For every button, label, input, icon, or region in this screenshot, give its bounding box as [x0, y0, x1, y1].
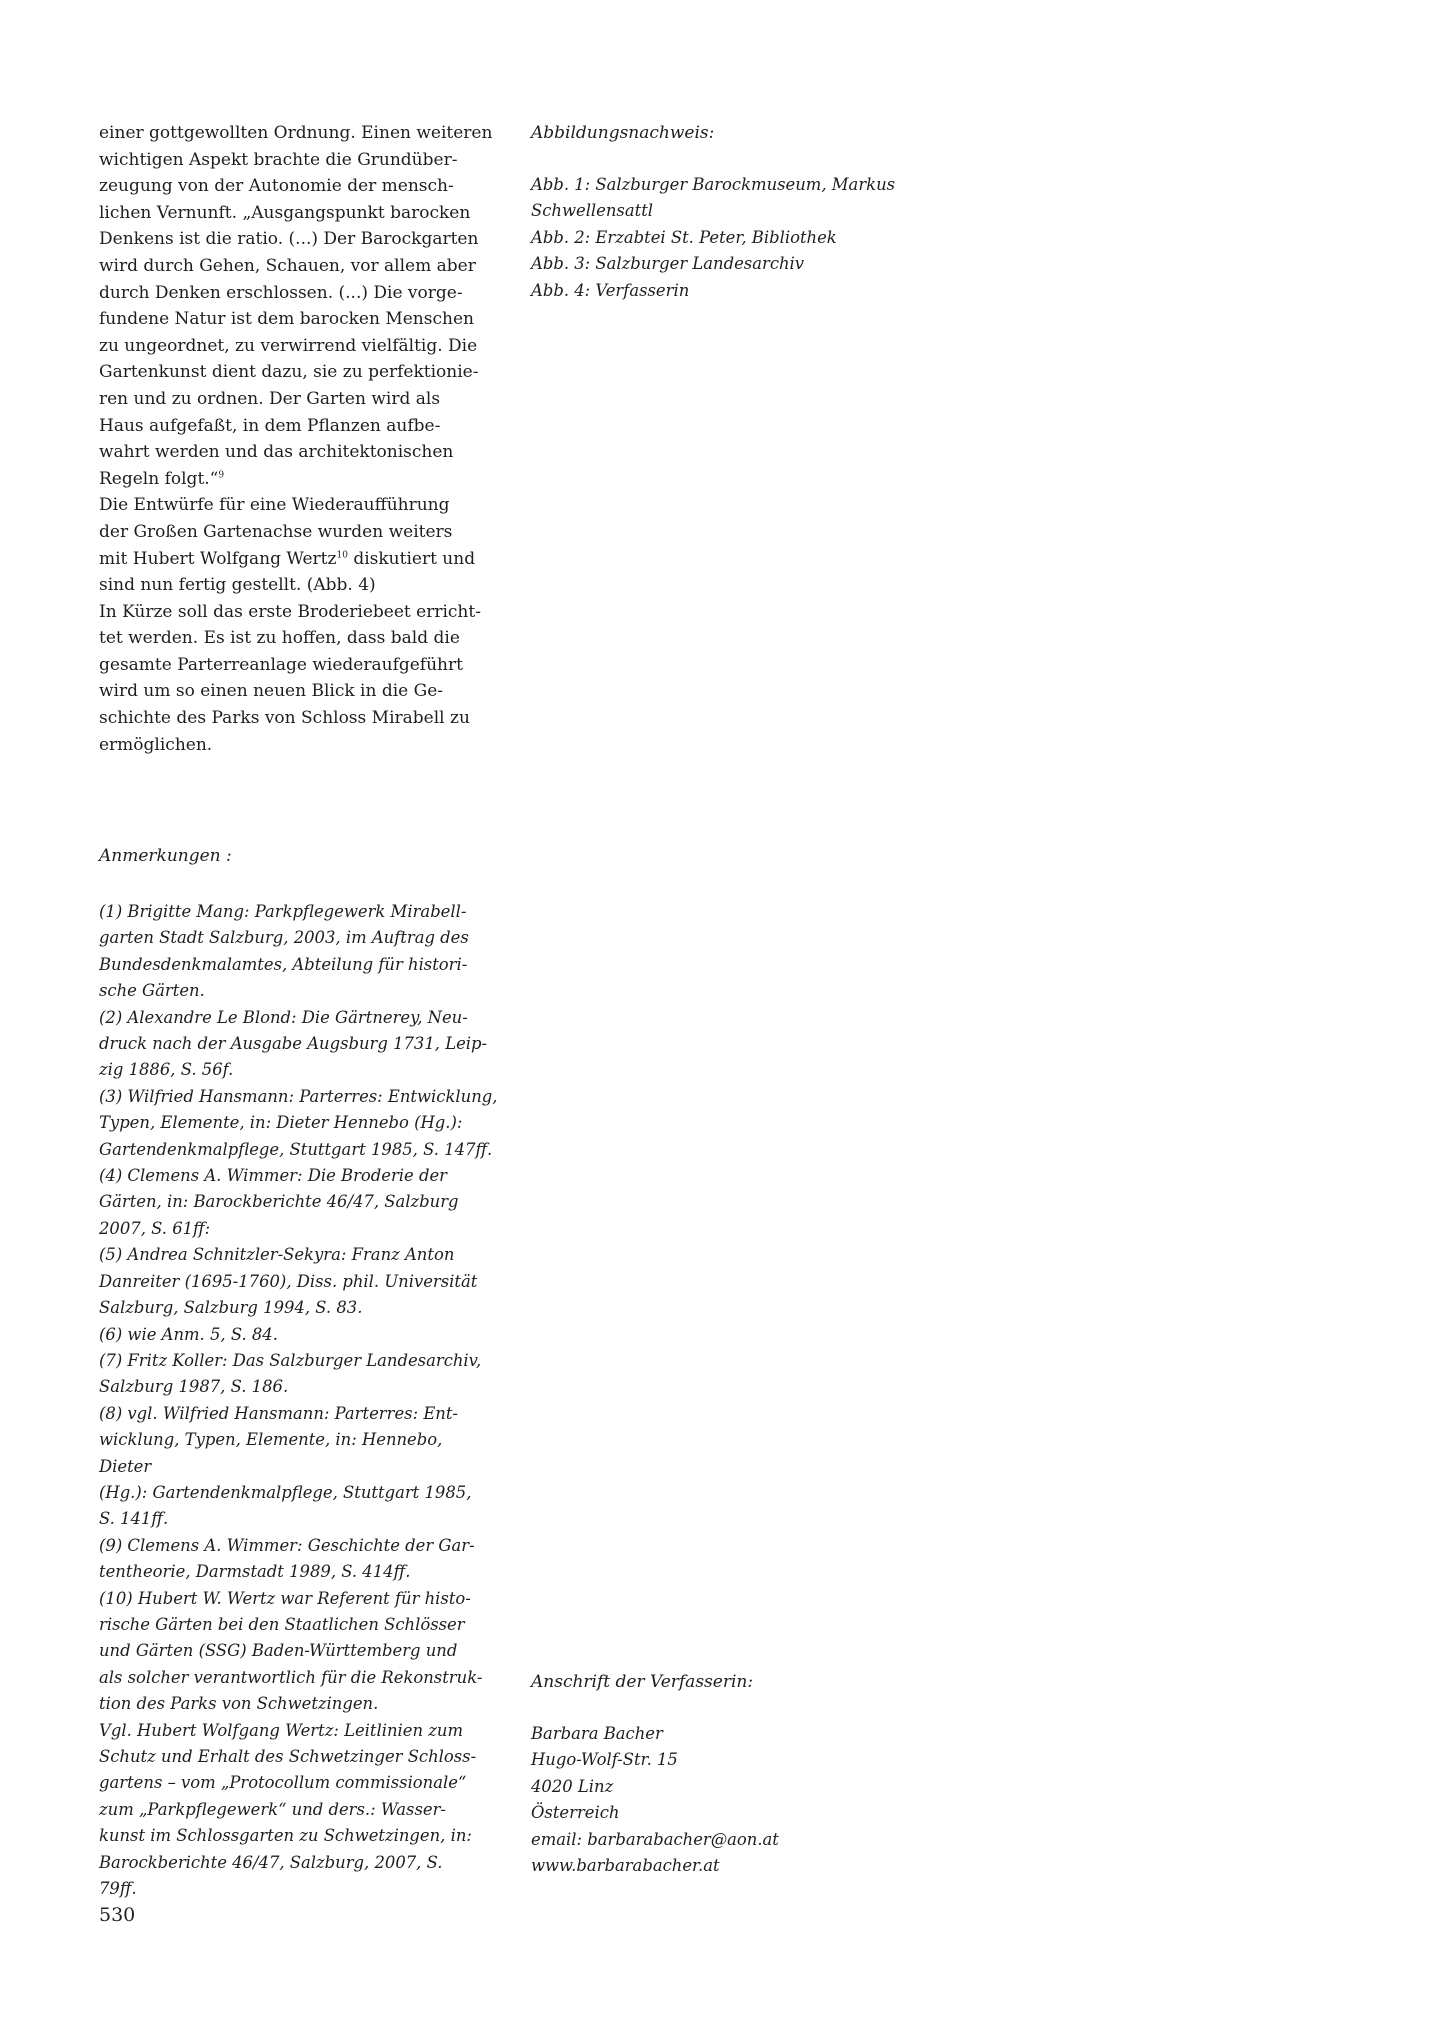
text-line: der Großen Gartenachse wurden weiters — [99, 521, 453, 542]
note-line: als solcher verantwortlich für die Rekonstruk- — [99, 1667, 483, 1687]
note-line: (1) Brigitte Mang: Parkpflegewerk Mirabell- — [99, 902, 467, 921]
text-line: wichtigen Aspekt brachte die Grundüber- — [99, 149, 458, 170]
note-line: 79ff. — [99, 1879, 137, 1899]
note-line: Typen, Elemente, in: Dieter Hennebo (Hg.): — [99, 1113, 463, 1133]
list-item: Abb. 3: Salzburger Landesarchiv — [531, 254, 805, 274]
author-address-heading: Anschrift der Verfasserin: — [531, 1672, 754, 1692]
note-line: kunst im Schlossgarten zu Schwetzingen, in: — [99, 1826, 472, 1846]
note-line: und Gärten (SSG) Baden-Württemberg und — [99, 1641, 458, 1661]
note-line: tentheorie, Darmstadt 1989, S. 414ff. — [99, 1562, 411, 1582]
text-line: diskutiert und — [347, 548, 476, 569]
note-line: (9) Clemens A. Wimmer: Geschichte der Gar- — [99, 1535, 475, 1555]
notes-list — [99, 899, 499, 1902]
text-line: wird durch Gehen, Schauen, vor allem aber — [99, 255, 476, 276]
image-credits — [531, 120, 941, 304]
note-line: Bundesdenkmalamtes, Abteilung für histori- — [99, 954, 468, 974]
note-line: druck nach der Ausgabe Augsburg 1731, Leip- — [99, 1034, 488, 1054]
note-line: Salzburg 1987, S. 186. — [99, 1377, 289, 1397]
text-line: Denkens ist die ratio. (...) Der Barockgarten — [99, 229, 479, 250]
note-line: S. 141ff. — [99, 1509, 169, 1529]
address-country: Österreich — [531, 1803, 620, 1823]
text-line: ermöglichen. — [99, 734, 213, 755]
note-line: gartens – vom „Protocollum commissionale“ — [99, 1773, 467, 1793]
list-item: Schwellensattl — [531, 201, 654, 221]
main-paragraph-2 — [99, 492, 499, 598]
text-line: zu ungeordnet, zu verwirrend vielfältig. Die — [99, 335, 478, 356]
text-line: sind nun fertig gestellt. (Abb. 4) — [99, 575, 376, 596]
list-item: Abb. 2: Erzabtei St. Peter, Bibliothek — [531, 227, 837, 247]
note-line: 2007, S. 61ff: — [99, 1218, 211, 1238]
note-line: Gärten, in: Barockberichte 46/47, Salzburg — [99, 1192, 459, 1212]
text-line: Die Entwürfe für eine Wiederaufführung — [99, 495, 450, 516]
image-credits-list — [531, 172, 941, 304]
page-number: 530 — [99, 1904, 136, 1926]
author-name: Barbara Bacher — [531, 1724, 663, 1743]
text-line: wird um so einen neuen Blick in die Ge- — [99, 681, 444, 702]
text-line: wahrt werden und das architektonischen — [99, 442, 454, 463]
note-line: zig 1886, S. 56f. — [99, 1060, 234, 1080]
text-line: mit Hubert Wolfgang Wertz — [99, 548, 337, 569]
notes-section — [99, 843, 499, 1902]
notes-heading: Anmerkungen : — [99, 846, 232, 866]
note-line: Gartendenkmalpflege, Stuttgart 1985, S. 147ff. — [99, 1139, 493, 1159]
note-line: (2) Alexandre Le Blond: Die Gärtnerey, Neu- — [99, 1007, 468, 1027]
text-line: einer gottgewollten Ordnung. Einen weiteren — [99, 123, 493, 143]
author-address — [531, 1669, 941, 1879]
note-line: (3) Wilfried Hansmann: Parterres: Entwicklung, — [99, 1086, 498, 1106]
note-line: (4) Clemens A. Wimmer: Die Broderie der — [99, 1166, 447, 1186]
note-line: (6) wie Anm. 5, S. 84. — [99, 1324, 278, 1344]
note-line: (8) vgl. Wilfried Hansmann: Parterres: Ent- — [99, 1403, 458, 1423]
address-city: 4020 Linz — [531, 1776, 614, 1796]
note-line: (10) Hubert W. Wertz war Referent für histo- — [99, 1588, 471, 1608]
main-paragraph-3 — [99, 599, 499, 759]
note-line: zum „Parkpflegewerk“ und ders.: Wasser- — [99, 1799, 446, 1819]
note-line: (Hg.): Gartendenkmalpflege, Stuttgart 1985, — [99, 1482, 472, 1502]
text-line: tet werden. Es ist zu hoffen, dass bald die — [99, 628, 460, 649]
footnote-ref-9: 9 — [218, 470, 225, 481]
text-line: zeugung von der Autonomie der mensch- — [99, 176, 454, 197]
list-item: Abb. 1: Salzburger Barockmuseum, Markus — [531, 175, 896, 194]
main-paragraph-1 — [99, 120, 499, 492]
author-website: www.barbarabacher.at — [531, 1856, 720, 1876]
text-line: ren und zu ordnen. Der Garten wird als — [99, 388, 441, 409]
note-line: Barockberichte 46/47, Salzburg, 2007, S. — [99, 1852, 443, 1872]
author-address-lines — [531, 1721, 941, 1879]
list-item: Abb. 4: Verfasserin — [531, 280, 690, 300]
note-line: Salzburg, Salzburg 1994, S. 83. — [99, 1298, 363, 1318]
text-line: fundene Natur ist dem barocken Menschen — [99, 309, 474, 330]
text-line: Gartenkunst dient dazu, sie zu perfektionie- — [99, 362, 479, 383]
text-line: gesamte Parterreanlage wiederaufgeführt — [99, 654, 463, 675]
note-line: rische Gärten bei den Staatlichen Schlösser — [99, 1614, 465, 1634]
note-line: Schutz und Erhalt des Schwetzinger Schloss- — [99, 1747, 477, 1766]
text-line: Regeln folgt.“ — [99, 468, 219, 489]
note-line: wicklung, Typen, Elemente, in: Hennebo, Dieter — [99, 1430, 443, 1476]
text-line: Haus aufgefaßt, in dem Pflanzen aufbe- — [99, 415, 441, 436]
text-line: schichte des Parks von Schloss Mirabell zu — [99, 708, 470, 729]
note-line: (7) Fritz Koller: Das Salzburger Landesarchiv, — [99, 1350, 482, 1370]
text-line: In Kürze soll das erste Broderiebeet erricht- — [99, 601, 481, 622]
note-line: (5) Andrea Schnitzler-Sekyra: Franz Anton — [99, 1245, 455, 1265]
main-text — [99, 120, 499, 758]
image-credits-heading: Abbildungsnachweis: — [531, 123, 715, 143]
note-line: tion des Parks von Schwetzingen. — [99, 1694, 379, 1714]
note-line: garten Stadt Salzburg, 2003, im Auftrag des — [99, 928, 469, 948]
text-line: durch Denken erschlossen. (...) Die vorge- — [99, 282, 463, 303]
note-line: Danreiter (1695-1760), Diss. phil. Universität — [99, 1271, 478, 1291]
author-email: email: barbarabacher@aon.at — [531, 1829, 779, 1849]
note-line: Vgl. Hubert Wolfgang Wertz: Leitlinien zum — [99, 1720, 463, 1740]
footnote-ref-10: 10 — [336, 549, 348, 560]
note-line: sche Gärten. — [99, 981, 205, 1001]
text-line: lichen Vernunft. „Ausgangspunkt barocken — [99, 202, 471, 223]
address-street: Hugo-Wolf-Str. 15 — [531, 1750, 678, 1770]
